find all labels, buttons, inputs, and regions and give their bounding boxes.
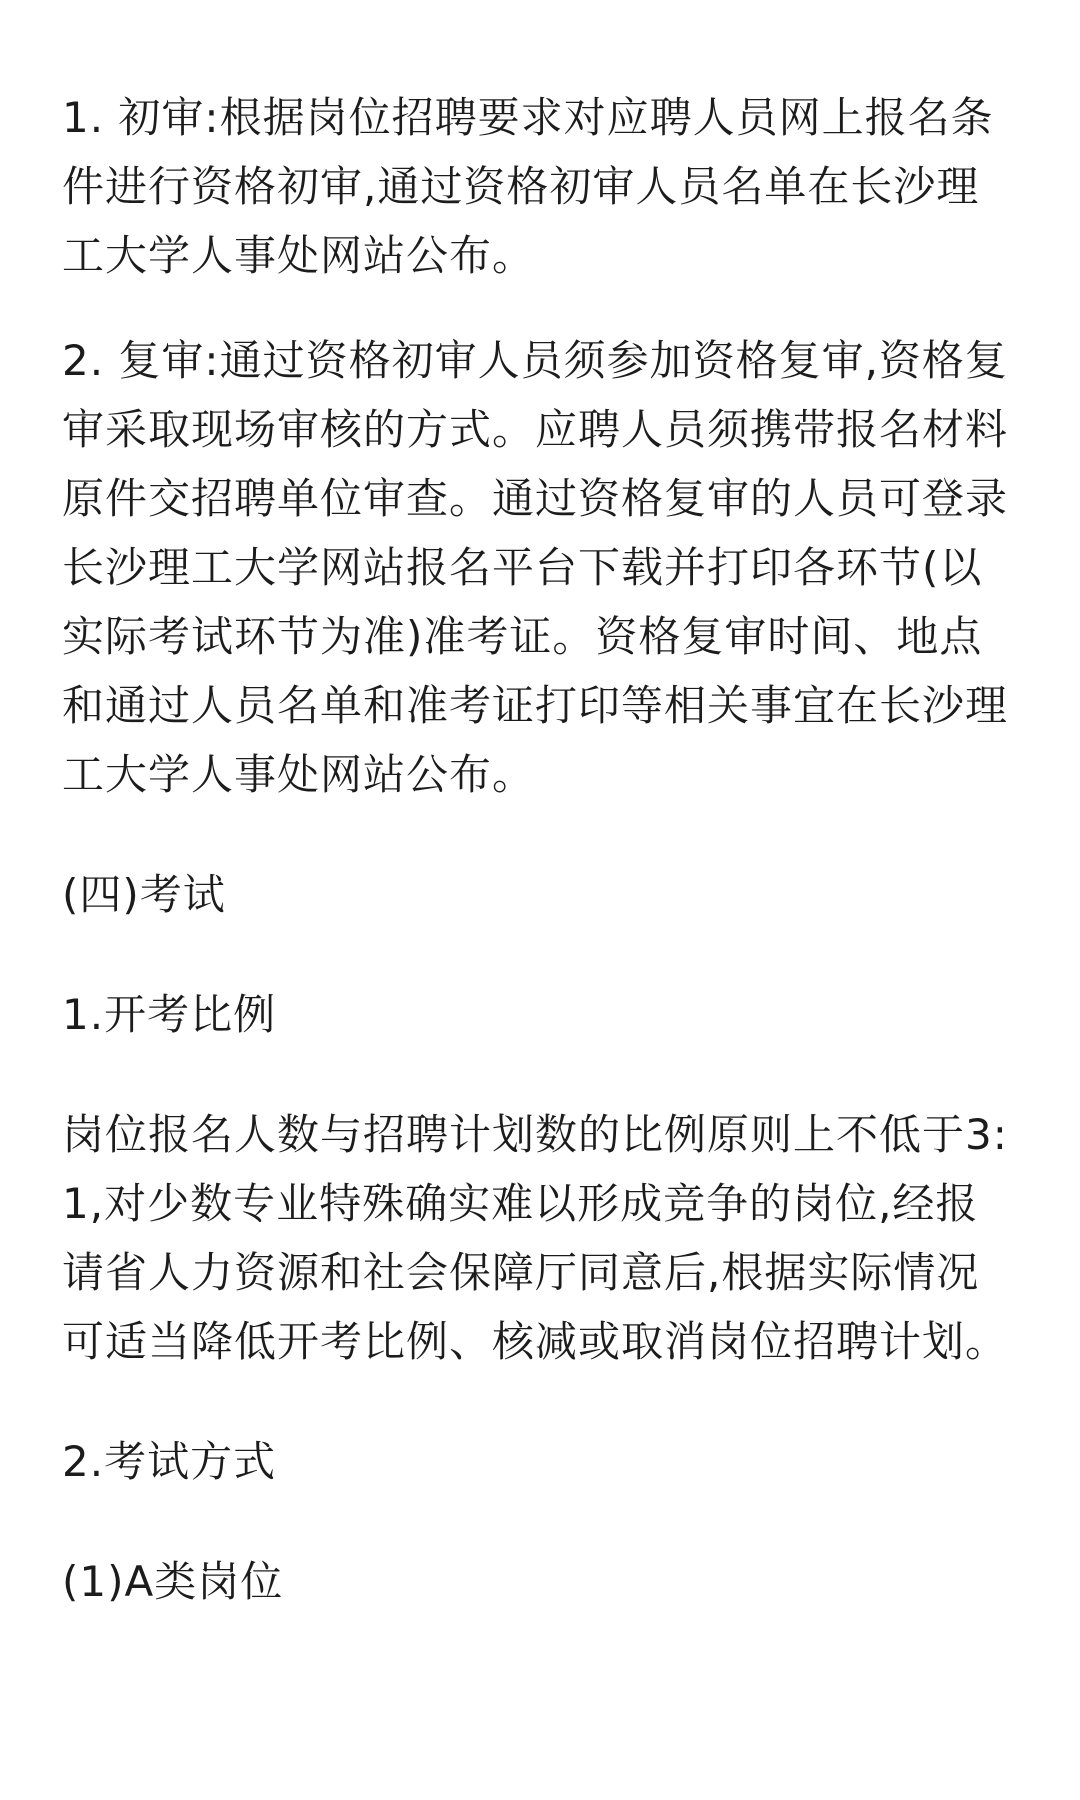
subheading-exam-method: 2.考试方式 bbox=[62, 1437, 277, 1486]
subheading-category-a: (1)A类岗位 bbox=[62, 1557, 284, 1606]
paragraph-re-review: 2. 复审:通过资格初审人员须参加资格复审,资格复审采取现场审核的方式。应聘人员须携带报名材料原件交招聘单位审查。通过资格复审的人员可登录长沙理工大学网站报名平台下载并打印各环节(以实际考试环节为准)准考证。资格复审时间、地点和通过人员名单和准考证打印等相关事宜在长沙理工大学人事处网站公布。 bbox=[62, 336, 1009, 799]
paragraph-exam-ratio: 岗位报名人数与招聘计划数的比例原则上不低于3:1,对少数专业特殊确实难以形成竞争的岗位,经报请省人力资源和社会保障厅同意后,根据实际情况可适当降低开考比例、核减或取消岗位招聘计划。 bbox=[62, 1110, 1009, 1366]
section-heading-exam: (四)考试 bbox=[62, 870, 226, 919]
subheading-exam-ratio: 1.开考比例 bbox=[62, 990, 277, 1039]
paragraph-preliminary-review: 1. 初审:根据岗位招聘要求对应聘人员网上报名条件进行资格初审,通过资格初审人员名单在长沙理工大学人事处网站公布。 bbox=[62, 93, 994, 280]
